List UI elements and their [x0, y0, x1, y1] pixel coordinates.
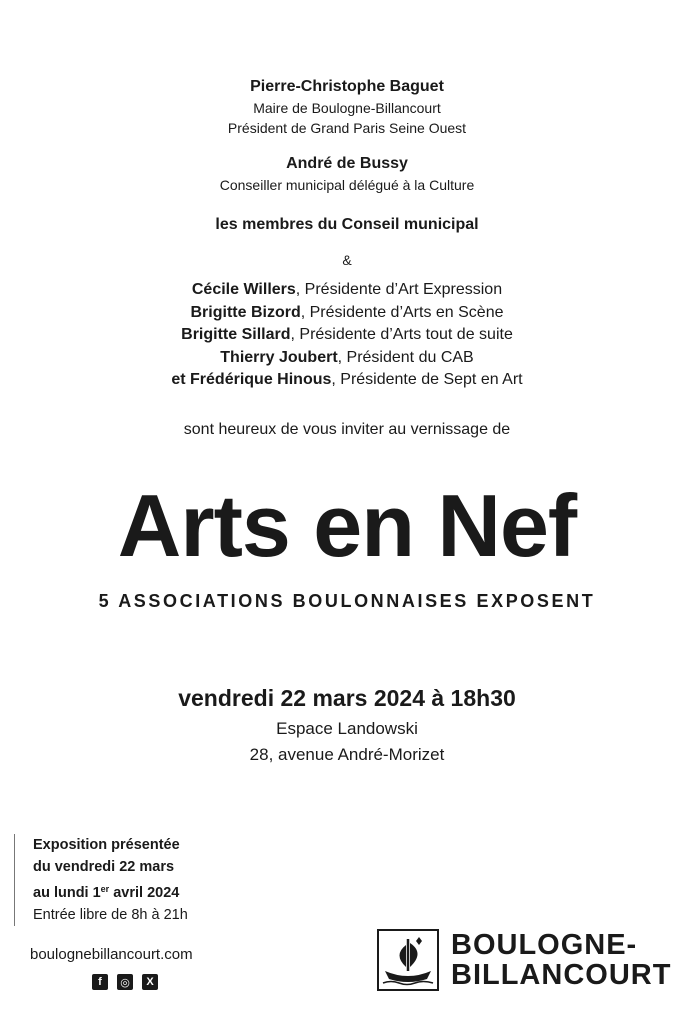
host-name: André de Bussy [286, 155, 408, 172]
president-line: Thierry Joubert, Président du CAB [220, 348, 474, 366]
host-block-mayor [0, 76, 694, 138]
venue-address: 28, avenue André-Morizet [249, 745, 445, 764]
social-links [92, 974, 158, 990]
venue-name: Espace Landowski [276, 719, 418, 738]
event-title: Arts en Nef [117, 476, 577, 575]
exhibition-line: au lundi 1er avril 2024 [33, 884, 180, 901]
exhibition-hours: Entrée libre de 8h à 21h [33, 907, 188, 923]
website-link[interactable]: boulognebillancourt.com [30, 946, 193, 963]
host-name: Pierre-Christophe Baguet [250, 78, 444, 95]
host-block-councillor [0, 153, 694, 195]
host-title: Président de Grand Paris Seine Ouest [227, 120, 467, 136]
president-line: Brigitte Sillard, Présidente d’Arts tout de suite [181, 326, 513, 343]
city-logo-text: BOULOGNE- BILLANCOURT [451, 929, 672, 991]
council-line: les membres du Conseil municipal [215, 216, 479, 233]
exhibition-line: Exposition présentée [33, 837, 180, 853]
host-title: Maire de Boulogne-Billancourt [253, 100, 441, 116]
host-title: Conseiller municipal délégué à la Culture [219, 177, 475, 193]
president-line: et Frédérique Hinous, Présidente de Sept en Art [171, 371, 523, 388]
exhibition-info [14, 834, 188, 926]
invitation-line: sont heureux de vous inviter au vernissage de [183, 421, 511, 438]
president-line: Cécile Willers, Présidente d’Art Expression [191, 281, 503, 298]
city-logo [377, 929, 671, 991]
instagram-icon[interactable]: ◎ [117, 974, 133, 990]
event-venue [0, 716, 694, 768]
presidents-list [0, 279, 694, 392]
president-line: Brigitte Bizord, Présidente d’Arts en Scène [190, 303, 504, 321]
ship-emblem-icon [377, 929, 439, 991]
facebook-icon[interactable]: f [92, 974, 108, 990]
event-date: vendredi 22 mars 2024 à 18h30 [178, 685, 516, 711]
event-subtitle: 5 ASSOCIATIONS BOULONNAISES EXPOSENT [98, 591, 596, 611]
x-icon[interactable]: X [142, 974, 158, 990]
ampersand: & [342, 252, 352, 268]
exhibition-line: du vendredi 22 mars [33, 859, 175, 875]
